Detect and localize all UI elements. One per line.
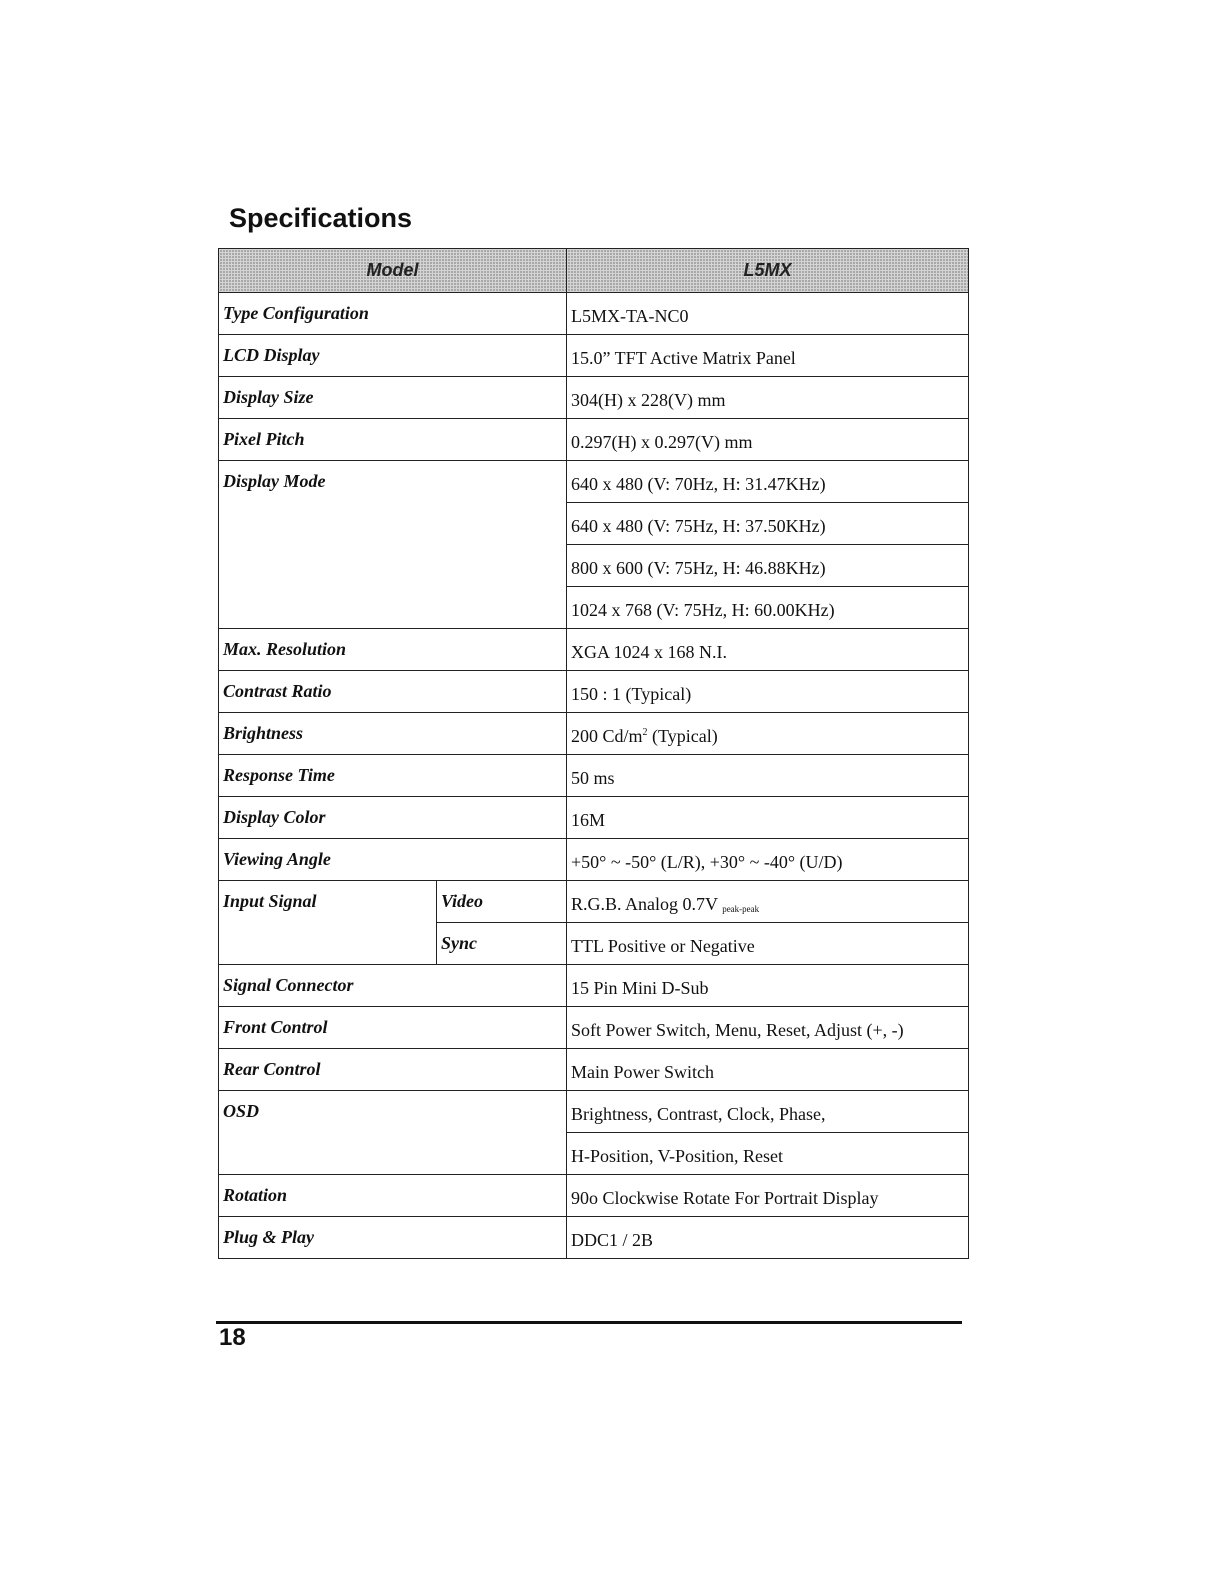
spec-value: TTL Positive or Negative	[567, 923, 969, 965]
table-row	[219, 1175, 969, 1217]
spec-value: DDC1 / 2B	[567, 1217, 969, 1259]
table-row	[219, 629, 969, 671]
spec-sublabel: Video	[437, 881, 567, 923]
spec-label: Max. Resolution	[219, 629, 567, 671]
table-row	[219, 419, 969, 461]
table-header-row	[219, 249, 969, 293]
spec-label: Rotation	[219, 1175, 567, 1217]
table-row	[219, 293, 969, 335]
table-row	[219, 377, 969, 419]
spec-label: Brightness	[219, 713, 567, 755]
table-row	[219, 1091, 969, 1133]
spec-label: Display Mode	[219, 461, 567, 629]
table-row	[219, 755, 969, 797]
spec-label: Type Configuration	[219, 293, 567, 335]
spec-label: Display Size	[219, 377, 567, 419]
page-title: Specifications	[229, 203, 413, 233]
footer-rule	[216, 1321, 962, 1324]
table-row	[219, 1049, 969, 1091]
spec-value: 90o Clockwise Rotate For Portrait Display	[567, 1175, 969, 1217]
spec-value: 50 ms	[567, 755, 969, 797]
spec-value: 15.0” TFT Active Matrix Panel	[567, 335, 969, 377]
spec-value	[567, 713, 969, 755]
spec-value: 15 Pin Mini D-Sub	[567, 965, 969, 1007]
table-row	[219, 881, 969, 923]
spec-value: XGA 1024 x 168 N.I.	[567, 629, 969, 671]
spec-value: Soft Power Switch, Menu, Reset, Adjust (+, -)	[567, 1007, 969, 1049]
spec-value: 150 : 1 (Typical)	[567, 671, 969, 713]
brightness-unit-exponent: 2	[642, 727, 648, 738]
brightness-qualifier: (Typical)	[647, 726, 718, 746]
spec-value: 16M	[567, 797, 969, 839]
table-row	[219, 335, 969, 377]
header-model-label: Model	[219, 249, 567, 293]
spec-label: LCD Display	[219, 335, 567, 377]
specifications-table	[218, 248, 969, 1259]
spec-value: 304(H) x 228(V) mm	[567, 377, 969, 419]
table-row	[219, 713, 969, 755]
table-row	[219, 1217, 969, 1259]
spec-value: 1024 x 768 (V: 75Hz, H: 60.00KHz)	[567, 587, 969, 629]
spec-label: Response Time	[219, 755, 567, 797]
spec-label: Input Signal	[219, 881, 437, 965]
table-row	[219, 671, 969, 713]
table-row	[219, 797, 969, 839]
spec-value: 640 x 480 (V: 75Hz, H: 37.50KHz)	[567, 503, 969, 545]
spec-value: Main Power Switch	[567, 1049, 969, 1091]
spec-value: Brightness, Contrast, Clock, Phase,	[567, 1091, 969, 1133]
video-signal-subscript: peak-peak	[722, 904, 760, 914]
header-model-value: L5MX	[567, 249, 969, 293]
spec-sublabel: Sync	[437, 923, 567, 965]
spec-value: +50° ~ -50° (L/R), +30° ~ -40° (U/D)	[567, 839, 969, 881]
video-signal-value: R.G.B. Analog 0.7V	[571, 894, 718, 914]
spec-label: Front Control	[219, 1007, 567, 1049]
brightness-value: 200 Cd/m	[571, 726, 643, 746]
spec-label: Rear Control	[219, 1049, 567, 1091]
spec-value: 0.297(H) x 0.297(V) mm	[567, 419, 969, 461]
table-row	[219, 461, 969, 503]
spec-label: Contrast Ratio	[219, 671, 567, 713]
spec-value: 800 x 600 (V: 75Hz, H: 46.88KHz)	[567, 545, 969, 587]
spec-label: Signal Connector	[219, 965, 567, 1007]
spec-label: Pixel Pitch	[219, 419, 567, 461]
spec-label: Viewing Angle	[219, 839, 567, 881]
table-row	[219, 965, 969, 1007]
spec-value	[567, 881, 969, 923]
spec-label: Plug & Play	[219, 1217, 567, 1259]
spec-value: H-Position, V-Position, Reset	[567, 1133, 969, 1175]
table-row	[219, 1007, 969, 1049]
table-row	[219, 839, 969, 881]
spec-value: 640 x 480 (V: 70Hz, H: 31.47KHz)	[567, 461, 969, 503]
spec-value: L5MX-TA-NC0	[567, 293, 969, 335]
spec-label: OSD	[219, 1091, 567, 1175]
page-number: 18	[219, 1324, 246, 1351]
spec-label: Display Color	[219, 797, 567, 839]
